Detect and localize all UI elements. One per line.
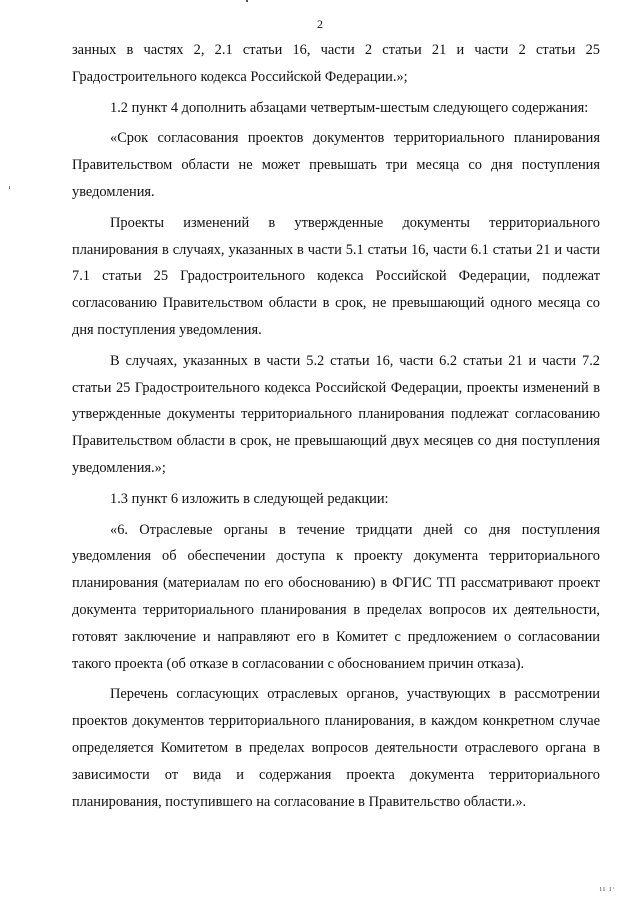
footer-mark: ıı ı·	[599, 884, 616, 893]
paragraph: Перечень согласующих отраслевых органов, участвующих в рассмотрении проектов документов территориального планирования, в каждом конкретном случае определяется Комитетом в пределах вопросов деятельности отраслевого органа в зависимости от вида и содержания проекта документа территориального планирования, поступившего на согласование в Правительство области.».	[72, 686, 600, 810]
scan-speck	[246, 0, 248, 2]
scan-speck	[9, 186, 10, 189]
paragraph: занных в частях 2, 2.1 статьи 16, части 2 статьи 21 и части 2 статьи 25 Градостроительного кодекса Российской Федерации.»;	[72, 42, 600, 85]
paragraph: Проекты изменений в утвержденные документы территориального планирования в случаях, указанных в части 5.1 статьи 16, части 6.1 статьи 21 и части 7.1 статьи 25 Градостроительного кодекса Российской Федерации, подлежат согласованию Правительством области в срок, не превышающий одного месяца со дня поступления уведомления.	[72, 214, 600, 338]
page-number: 2	[317, 17, 323, 31]
paragraph: 1.3 пункт 6 изложить в следующей редакции:	[110, 490, 389, 507]
document-body	[72, 37, 600, 815]
paragraph: 1.2 пункт 4 дополнить абзацами четвертым-шестым следующего содержания:	[110, 99, 589, 116]
paragraph: «Срок согласования проектов документов территориального планирования Правительством области не может превышать три месяца со дня поступления уведомления.	[72, 130, 600, 200]
paragraph: В случаях, указанных в части 5.2 статьи 16, части 6.2 статьи 21 и части 7.2 статьи 25 Градостроительного кодекса Российской Федерации, проекты изменений в утвержденные документы территориального планирования подлежат согласованию Правительством области в срок, не превышающий двух месяцев со дня поступления уведомления.»;	[72, 352, 600, 476]
paragraph: «6. Отраслевые органы в течение тридцати дней со дня поступления уведомления об обеспечении доступа к проекту документа территориального планирования (материалам по его обоснованию) в ФГИС ТП рассматривают проект документа территориального планирования в пределах вопросов их деятельности, готовят заключение и направляют его в Комитет с предложением о согласовании такого проекта (об отказе в согласовании с обоснованием причин отказа).	[72, 521, 600, 672]
